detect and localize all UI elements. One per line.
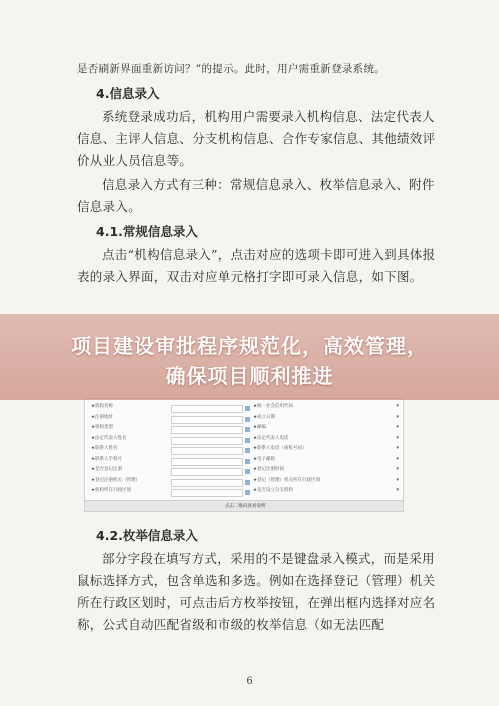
dropdown-arrow-icon: ▾ <box>396 455 399 462</box>
form-row-label-left: ★联系人手机号 <box>91 456 123 462</box>
banner-line-2: 确保项目顺利推进 <box>165 364 334 388</box>
heading-4-1: 4.1.常规信息录入 <box>96 224 198 239</box>
form-row-input <box>171 468 243 476</box>
form-row-input <box>171 479 243 487</box>
form-row-input <box>171 405 243 413</box>
form-row-label-left: ★机构所在行政区划 <box>91 488 132 493</box>
form-row-input <box>171 416 243 424</box>
form-row-label-right: ★电子邮箱 <box>253 456 276 462</box>
form-row-checkbox-icon <box>245 427 250 432</box>
form-row-label-left: ★登记注册机关（管理） <box>91 477 141 483</box>
form-row-label-left: ★是否登记注册 <box>91 467 123 472</box>
form-row <box>85 414 403 425</box>
form-row-label-right: ★登记（管理）机关所在行政区划 <box>253 477 321 483</box>
form-row-input <box>171 458 243 466</box>
dropdown-arrow-icon: ▾ <box>396 466 399 472</box>
form-row <box>85 435 403 446</box>
form-row-label-left: ★法定代表人姓名 <box>91 435 127 441</box>
page-number: 6 <box>246 676 253 687</box>
form-row-input <box>171 489 243 497</box>
banner-line-1: 项目建设审批程序规范化，高效管理， <box>71 334 428 358</box>
form-row-label-right: ★邮编 <box>253 425 267 430</box>
form-row-checkbox-icon <box>245 448 250 453</box>
form-row-checkbox-icon <box>245 480 250 485</box>
dropdown-arrow-icon: ▾ <box>396 445 399 451</box>
form-row-input <box>171 447 243 455</box>
form-row <box>85 456 403 467</box>
form-row <box>85 424 403 435</box>
form-row <box>85 477 403 488</box>
dropdown-arrow-icon: ▾ <box>396 487 399 493</box>
form-row-input <box>171 426 243 434</box>
embedded-form-screenshot <box>84 398 404 512</box>
form-row-checkbox-icon <box>245 490 250 495</box>
form-row-label-left: ★联系人姓名 <box>91 446 118 451</box>
text-line-top: 是否刷新界面重新访问？”的提示。此时，用户需重新登录系统。 <box>77 63 386 75</box>
form-row-input <box>171 437 243 445</box>
paragraph-2: 信息录入方式有三种：常规信息录入、枚举信息录入、附件信息录入。 <box>77 177 435 214</box>
form-row <box>85 445 403 456</box>
paragraph-4: 部分字段在填写方式，采用的不是键盘录入模式，而是采用鼠标选择方式，包含单选和多选。例如在选择登记（管理）机关所在行政区划时，可点击后方枚举按钮，在弹出框内选择对应名称，公式自动匹配省级和市级的枚举信息（如无法匹配 <box>77 551 436 632</box>
dropdown-arrow-icon: ▾ <box>396 413 399 420</box>
form-row-label-left: ★注册地址 <box>91 414 114 420</box>
form-row <box>85 466 403 477</box>
form-row <box>85 487 403 498</box>
paragraph-1: 系统登录成功后，机构用户需要录入机构信息、法定代表人信息、主评人信息、分支机构信息、合作专家信息、其他绩效评价从业人员信息等。 <box>77 109 436 168</box>
form-row-checkbox-icon <box>245 438 250 443</box>
form-row-label-right: ★登记注册时间 <box>253 467 285 472</box>
form-row-label-right: ★成立日期 <box>253 414 276 420</box>
screenshot-footer <box>85 500 403 511</box>
dropdown-arrow-icon: ▾ <box>396 424 399 430</box>
screenshot-footer-button: 点击二维码查看说明 <box>225 504 266 509</box>
dropdown-arrow-icon: ▾ <box>396 476 399 483</box>
dropdown-arrow-icon: ▾ <box>396 434 399 441</box>
form-row-label-left: ★机构名称 <box>91 404 114 409</box>
form-row-checkbox-icon <box>245 459 250 464</box>
heading-4-2: 4.2.枚举信息录入 <box>96 528 198 543</box>
form-row-label-right: ★是否设立分支机构 <box>253 488 294 493</box>
form-row-label-left: ★机构类型 <box>91 425 114 430</box>
form-row-checkbox-icon <box>245 406 250 411</box>
form-row-label-right: ★法定代表人电话 <box>253 435 289 441</box>
dropdown-arrow-icon: ▾ <box>396 403 399 409</box>
overlay-banner <box>0 314 499 400</box>
form-row-label-right: ★统一社会信用代码 <box>253 404 294 409</box>
form-row-checkbox-icon <box>245 417 250 422</box>
form-row-label-right: ★联系人电话（座机号码） <box>253 446 307 451</box>
form-row <box>85 403 403 414</box>
form-row-checkbox-icon <box>245 469 250 474</box>
paragraph-3: 点击“机构信息录入”，点击对应的选项卡即可进入到具体报表的录入界面，双击对应单元格打字即可录入信息，如下图。 <box>77 247 436 284</box>
heading-4: 4.信息录入 <box>96 86 160 101</box>
